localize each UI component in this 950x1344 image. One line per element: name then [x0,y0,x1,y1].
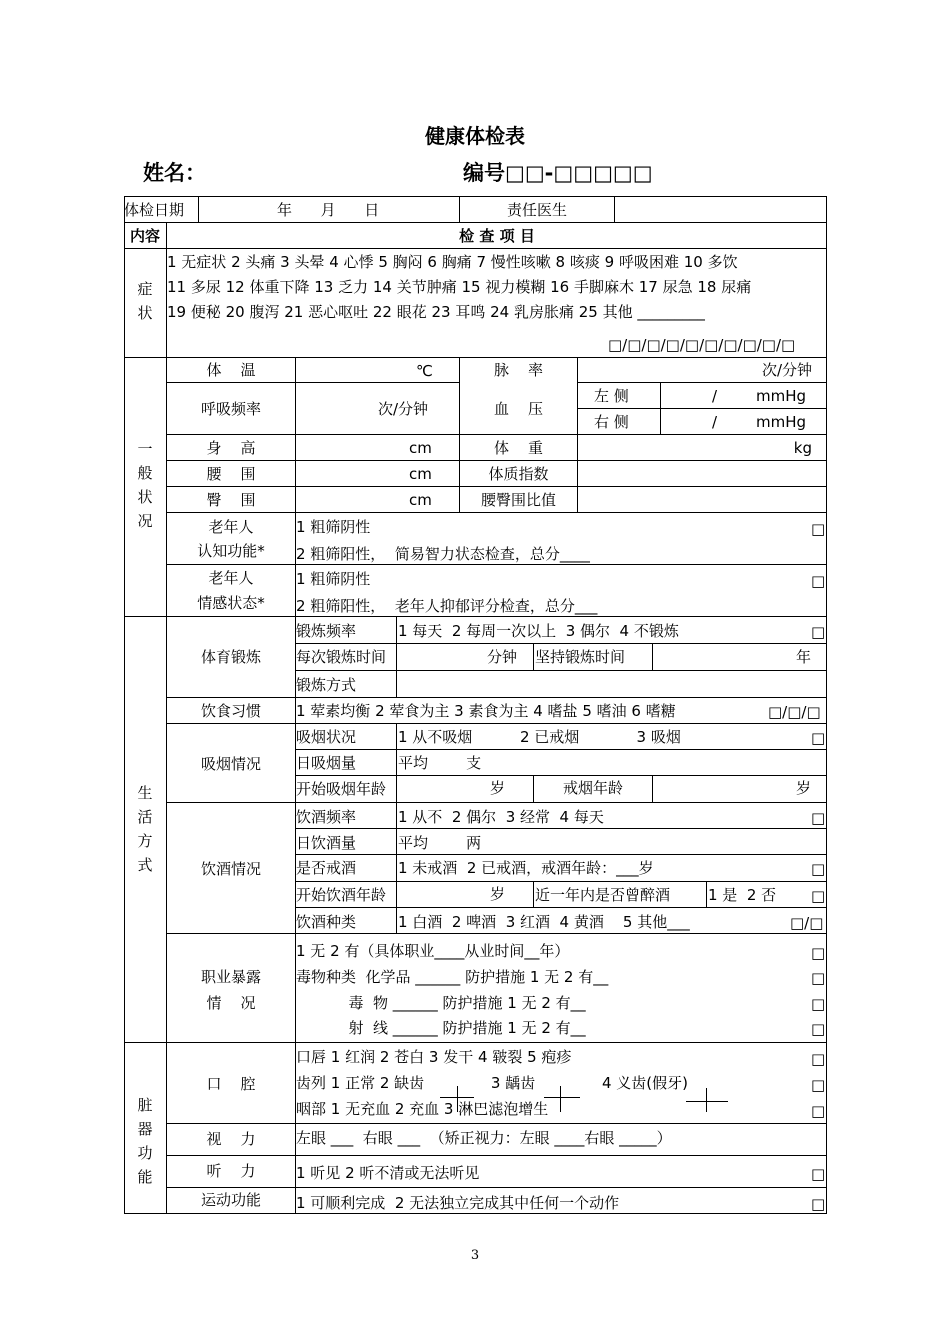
occupation-line-2: 毒物种类 化学品 ______ 防护措施 1 无 2 有__ [296,968,609,986]
vision-label: 视 力 [206,1130,256,1148]
exercise-freq-label: 锻炼频率 [296,622,357,640]
bp-right-unit: mmHg [756,413,807,431]
occupation-checkbox-1[interactable]: □ [811,944,826,962]
occupation-label-2: 情 况 [206,994,256,1012]
temp-unit: ℃ [416,362,433,380]
cognitive-option-2: 2 粗筛阳性， 简易智力状态检查，总分____ [296,545,590,563]
exercise-freq-options: 1 每天 2 每周一次以上 3 偶尔 4 不锻炼 [398,622,679,640]
occupation-line-4: 射 线 ______ 防护措施 1 无 2 有__ [296,1019,586,1037]
emotion-option-2: 2 粗筛阳性， 老年人抑郁评分检查，总分___ [296,597,598,615]
bp-right-slash: / [712,413,718,431]
smoking-daily-value: 平均 支 [398,754,482,772]
doctor-label: 责任医生 [506,201,567,219]
cognitive-option-1: 1 粗筛阴性 [296,518,371,536]
oral-throat-checkbox[interactable]: □ [811,1102,826,1120]
hip-unit: cm [409,491,432,509]
resp-label: 呼吸频率 [200,400,261,418]
drink-freq-label: 饮酒频率 [296,808,357,826]
drink-start-unit: 岁 [490,885,506,903]
symptoms-line-1: 1 无症状 2 头痛 3 头晕 4 心悸 5 胸闷 6 胸痛 7 慢性咳嗽 8 咳痰 9 呼吸困难 10 多饮 [167,253,738,271]
emotion-label-2: 情感状态* [197,594,265,612]
resp-unit: 次/分钟 [378,400,429,418]
symptoms-line-2: 11 多尿 12 体重下降 13 乏力 14 关节肿痛 15 视力模糊 16 手脚麻木 17 尿急 18 尿痛 [167,278,752,296]
motor-text: 1 可顺利完成 2 无法独立完成其中任何一个动作 [296,1194,620,1212]
occupation-label-1: 职业暴露 [200,968,261,986]
emotion-checkbox[interactable]: □ [811,572,826,590]
diet-label: 饮食习惯 [200,702,261,720]
drink-quit-options: 1 未戒酒 2 已戒酒，戒酒年龄：___岁 [398,859,654,877]
drink-type-options: 1 白酒 2 啤酒 3 红酒 4 黄酒 5 其他___ [398,913,690,931]
pulse-label: 脉 率 [493,361,544,379]
vision-text: 左眼 ___ 右眼 ___ （矫正视力：左眼 ____右眼 _____） [296,1129,672,1147]
occupation-checkbox-4[interactable]: □ [811,1020,826,1038]
smoking-label: 吸烟情况 [200,755,261,773]
page-title: 健康体检表 [425,124,525,148]
items-header: 检 查 项 目 [459,227,535,245]
bp-label: 血 压 [493,400,544,418]
emotion-label-1: 老年人 [208,569,254,587]
organs-label: 脏 器 功 能 [137,1096,153,1186]
occupation-line-3: 毒 物 ______ 防护措施 1 无 2 有__ [296,994,586,1012]
drink-type-label: 饮酒种类 [296,913,357,931]
number-label: 编号□□-□□□□□ [463,161,653,185]
cognitive-label-1: 老年人 [208,518,254,536]
oral-teeth: 齿列 1 正常 2 缺齿 3 龋齿 4 义齿(假牙) [296,1074,688,1092]
diet-options: 1 荤素均衡 2 荤食为主 3 素食为主 4 嗜盐 5 嗜油 6 嗜糖 [296,702,676,720]
exercise-years-unit: 年 [796,648,812,666]
exam-date-label: 体检日期 [124,201,185,219]
bmi-label: 体质指数 [488,465,549,483]
drink-quit-label: 是否戒酒 [296,859,357,877]
exercise-time-label: 每次锻炼时间 [296,648,387,666]
occupation-checkbox-2[interactable]: □ [811,969,826,987]
doctor-field[interactable] [616,199,824,221]
weight-label: 体 重 [493,439,544,457]
weight-unit: kg [793,439,812,457]
drunk-options: 1 是 2 否 [708,886,777,904]
motor-label: 运动功能 [200,1191,261,1209]
oral-lips-checkbox[interactable]: □ [811,1050,826,1068]
drink-start-label: 开始饮酒年龄 [296,886,387,904]
drink-type-checkboxes[interactable]: □/□ [790,914,824,932]
smoking-quit-label: 戒烟年龄 [562,779,623,797]
whr-label: 腰臀围比值 [480,491,556,509]
diet-checkboxes[interactable]: □/□/□ [768,703,821,721]
symptoms-checkboxes[interactable]: □/□/□/□/□/□/□/□/□/□ [608,336,796,354]
oral-label: 口 腔 [206,1075,256,1093]
waist-unit: cm [409,465,432,483]
motor-checkbox[interactable]: □ [811,1195,826,1213]
drunk-label: 近一年内是否曾醉酒 [535,886,671,904]
drink-freq-options: 1 从不 2 偶尔 3 经常 4 每天 [398,808,604,826]
exercise-freq-checkbox[interactable]: □ [811,623,826,641]
waist-label: 腰 围 [206,465,256,483]
drinking-label: 饮酒情况 [200,860,261,878]
hearing-label: 听 力 [206,1162,256,1180]
occupation-checkbox-3[interactable]: □ [811,995,826,1013]
exercise-years-label: 坚持锻炼时间 [535,648,626,666]
name-label: 姓名： [143,161,206,185]
drink-daily-value: 平均 两 [398,834,482,852]
exercise-time-unit: 分钟 [487,648,518,666]
hearing-text: 1 听见 2 听不清或无法听见 [296,1164,480,1182]
drink-freq-checkbox[interactable]: □ [811,809,826,827]
bp-left-label: 左 侧 [594,387,629,405]
exam-date-field[interactable]: 年 月 日 [277,201,380,219]
cognitive-checkbox[interactable]: □ [811,520,826,538]
height-label: 身 高 [206,439,256,457]
pulse-unit: 次/分钟 [761,361,812,379]
emotion-option-1: 1 粗筛阴性 [296,570,371,588]
hip-label: 臀 围 [206,491,256,509]
drink-daily-label: 日饮酒量 [296,834,357,852]
smoking-status-label: 吸烟状况 [296,728,357,746]
occupation-line-1: 1 无 2 有（具体职业____从业时间__年） [296,942,570,960]
exercise-label: 体育锻炼 [200,648,261,666]
oral-throat: 咽部 1 无充血 2 充血 3 淋巴滤泡增生 [296,1100,549,1118]
oral-teeth-checkbox[interactable]: □ [811,1076,826,1094]
smoking-start-unit: 岁 [490,779,506,797]
cognitive-label-2: 认知功能* [197,542,265,560]
lifestyle-label: 生 活 方 式 [137,784,153,874]
drink-quit-checkbox[interactable]: □ [811,860,826,878]
general-label: 一 般 状 况 [137,440,153,530]
hearing-checkbox[interactable]: □ [811,1165,826,1183]
page-number: 3 [470,1248,480,1263]
temp-label: 体 温 [206,361,256,379]
exercise-way-label: 锻炼方式 [296,676,357,694]
smoking-start-label: 开始吸烟年龄 [296,780,387,798]
smoking-status-options: 1 从不吸烟 2 已戒烟 3 吸烟 [398,728,681,746]
height-unit: cm [409,439,432,457]
bp-right-label: 右 侧 [594,413,629,431]
symptoms-line-3: 19 便秘 20 腹泻 21 恶心呕吐 22 眼花 23 耳鸣 24 乳房胀痛 25 其他 _________ [167,303,705,321]
content-header: 内容 [129,227,160,245]
bp-left-unit: mmHg [756,387,807,405]
symptoms-label: 症 状 [137,280,153,322]
smoking-quit-unit: 岁 [796,779,812,797]
drunk-checkbox[interactable]: □ [811,887,826,905]
oral-lips: 口唇 1 红润 2 苍白 3 发干 4 皲裂 5 疱疹 [296,1048,572,1066]
smoking-status-checkbox[interactable]: □ [811,729,826,747]
bp-left-slash: / [712,387,718,405]
smoking-daily-label: 日吸烟量 [296,754,357,772]
